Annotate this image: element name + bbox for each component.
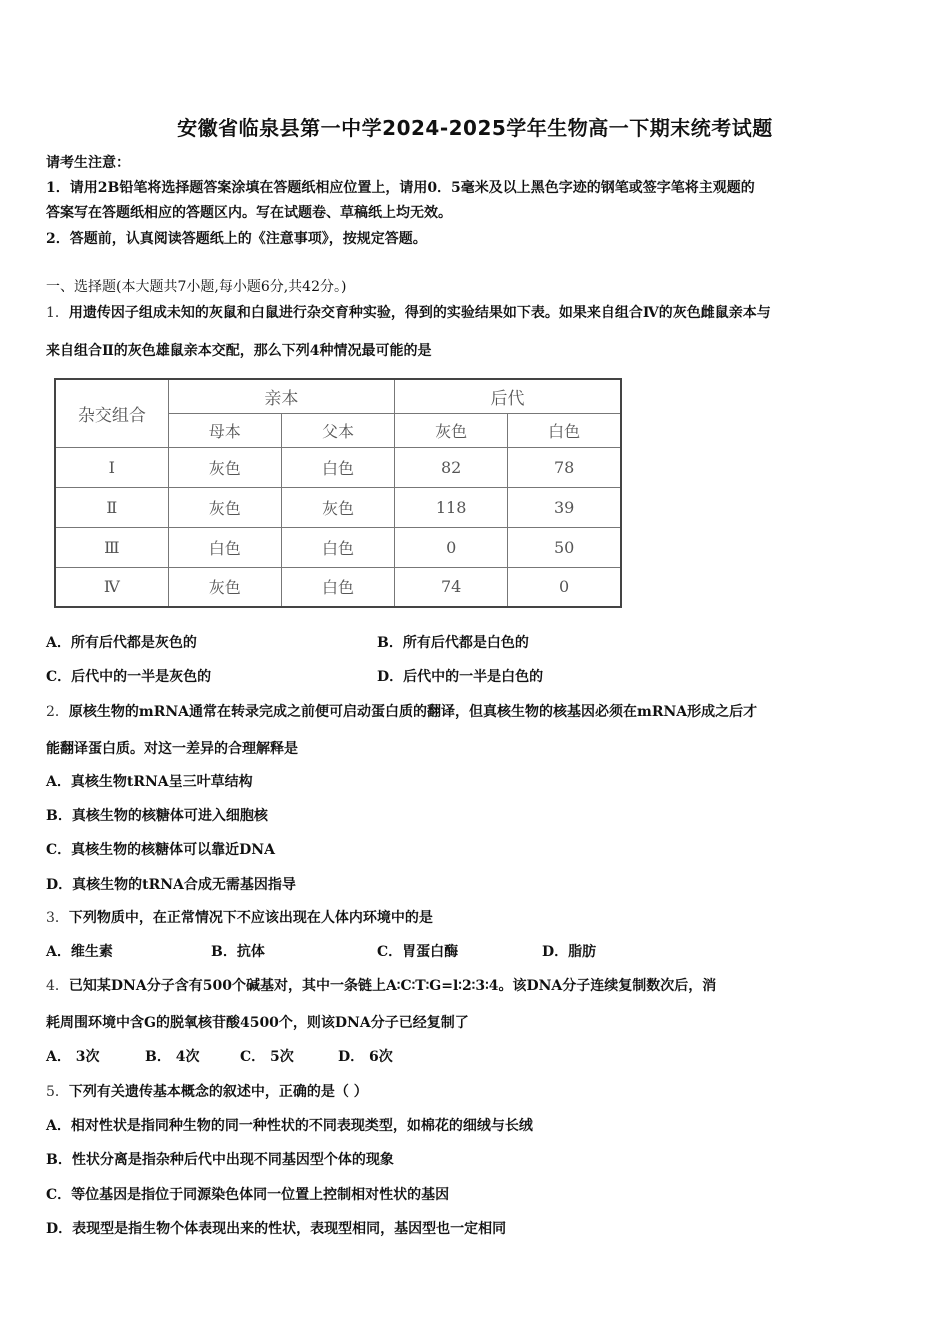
q4-option-c: C． 5次 <box>240 1049 294 1065</box>
question-text: 已知某DNA分子含有500个碱基对，其中一条链上A∶C∶T∶G=l∶2∶3∶4。该DNA分子连续复制数次后，消 <box>68 978 717 994</box>
cell-white: 39 <box>508 487 621 527</box>
q2-option-c: C．真核生物的核糖体可以靠近DNA <box>46 842 275 858</box>
q3-option-a: A．维生素 <box>46 944 113 960</box>
notice-line-3: 2．答题前，认真阅读答题纸上的《注意事项》，按规定答题。 <box>46 231 427 247</box>
header-mother: 母本 <box>168 413 281 447</box>
q5-option-c: C．等位基因是指位于同源染色体同一位置上控制相对性状的基因 <box>46 1187 450 1203</box>
question-number: 2． <box>46 704 69 720</box>
q2-option-a: A．真核生物tRNA呈三叶草结构 <box>46 774 253 790</box>
question-4 <box>46 975 716 995</box>
header-white: 白色 <box>508 413 621 447</box>
question-number: 3． <box>46 910 69 926</box>
question-2-line-2: 能翻译蛋白质。对这一差异的合理解释是 <box>46 741 298 757</box>
q3-option-c: C．胃蛋白酶 <box>377 944 459 960</box>
q5-option-d: D．表现型是指生物个体表现出来的性状，表现型相同，基因型也一定相同 <box>46 1221 507 1237</box>
question-text: 下列有关遗传基本概念的叙述中，正确的是（ ） <box>68 1084 368 1100</box>
q1-option-a: A．所有后代都是灰色的 <box>46 635 197 651</box>
header-combo: 杂交组合 <box>55 379 168 447</box>
q5-option-a: A．相对性状是指同种生物的同一种性状的不同表现类型，如棉花的细绒与长绒 <box>46 1118 533 1134</box>
section-heading: 一、选择题(本大题共7小题,每小题6分,共42分。) <box>46 279 347 295</box>
header-offspring: 后代 <box>395 379 621 413</box>
question-text: 原核生物的mRNA通常在转录完成之前便可启动蛋白质的翻译，但真核生物的核基因必须在mRNA形成之后才 <box>68 704 758 720</box>
question-1-line-2: 来自组合Ⅱ的灰色雄鼠亲本交配，那么下列4种情况最可能的是 <box>46 343 432 359</box>
header-gray: 灰色 <box>395 413 508 447</box>
question-text: 下列物质中，在正常情况下不应该出现在人体内环境中的是 <box>68 910 433 926</box>
question-number: 5． <box>46 1084 69 1100</box>
cell-white: 0 <box>508 567 621 607</box>
notice-heading: 请考生注意： <box>46 155 130 171</box>
table-row <box>55 447 621 487</box>
cell-combo: Ⅲ <box>55 527 168 567</box>
cell-combo: Ⅱ <box>55 487 168 527</box>
question-text: 用遗传因子组成未知的灰鼠和白鼠进行杂交育种实验，得到的实验结果如下表。如果来自组合Ⅳ的灰色雌鼠亲本与 <box>68 305 771 321</box>
notice-line-1: 1．请用2B铅笔将选择题答案涂填在答题纸相应位置上，请用0．5毫米及以上黑色字迹的钢笔或签字笔将主观题的 <box>46 180 755 196</box>
cell-gray: 118 <box>395 487 508 527</box>
cell-mother: 灰色 <box>168 447 281 487</box>
cell-father: 灰色 <box>281 487 394 527</box>
question-2 <box>46 701 757 721</box>
q2-option-d: D．真核生物的tRNA合成无需基因指导 <box>46 877 296 893</box>
cell-gray: 0 <box>395 527 508 567</box>
q4-option-a: A． 3次 <box>46 1049 100 1065</box>
cell-white: 78 <box>508 447 621 487</box>
cross-result-table <box>54 378 622 608</box>
question-number: 1． <box>46 305 69 321</box>
header-parent: 亲本 <box>168 379 394 413</box>
cell-father: 白色 <box>281 567 394 607</box>
cell-mother: 白色 <box>168 527 281 567</box>
table-header-row <box>55 379 621 413</box>
question-number: 4． <box>46 978 69 994</box>
table-row <box>55 527 621 567</box>
cell-father: 白色 <box>281 527 394 567</box>
q1-option-d: D．后代中的一半是白色的 <box>377 669 544 685</box>
notice-line-2: 答案写在答题纸相应的答题区内。写在试题卷、草稿纸上均无效。 <box>46 205 452 221</box>
cell-combo: Ⅳ <box>55 567 168 607</box>
q4-option-b: B． 4次 <box>145 1049 200 1065</box>
q3-option-b: B．抗体 <box>211 944 265 960</box>
cell-gray: 82 <box>395 447 508 487</box>
q2-option-b: B．真核生物的核糖体可进入细胞核 <box>46 808 268 824</box>
q5-option-b: B．性状分离是指杂种后代中出现不同基因型个体的现象 <box>46 1152 394 1168</box>
exam-title: 安徽省临泉县第一中学2024-2025学年生物高一下期末统考试题 <box>177 116 773 140</box>
q4-option-d: D． 6次 <box>338 1049 393 1065</box>
q3-option-d: D．脂肪 <box>542 944 597 960</box>
question-4-line-2: 耗周围环境中含G的脱氧核苷酸4500个，则该DNA分子已经复制了 <box>46 1015 469 1031</box>
cell-mother: 灰色 <box>168 567 281 607</box>
header-father: 父本 <box>281 413 394 447</box>
question-1 <box>46 302 771 322</box>
table-row <box>55 487 621 527</box>
question-3 <box>46 907 433 927</box>
question-5 <box>46 1081 368 1101</box>
cell-combo: Ⅰ <box>55 447 168 487</box>
cell-gray: 74 <box>395 567 508 607</box>
q1-option-c: C．后代中的一半是灰色的 <box>46 669 212 685</box>
cell-white: 50 <box>508 527 621 567</box>
q1-option-b: B．所有后代都是白色的 <box>377 635 529 651</box>
table-row <box>55 567 621 607</box>
cell-father: 白色 <box>281 447 394 487</box>
cell-mother: 灰色 <box>168 487 281 527</box>
